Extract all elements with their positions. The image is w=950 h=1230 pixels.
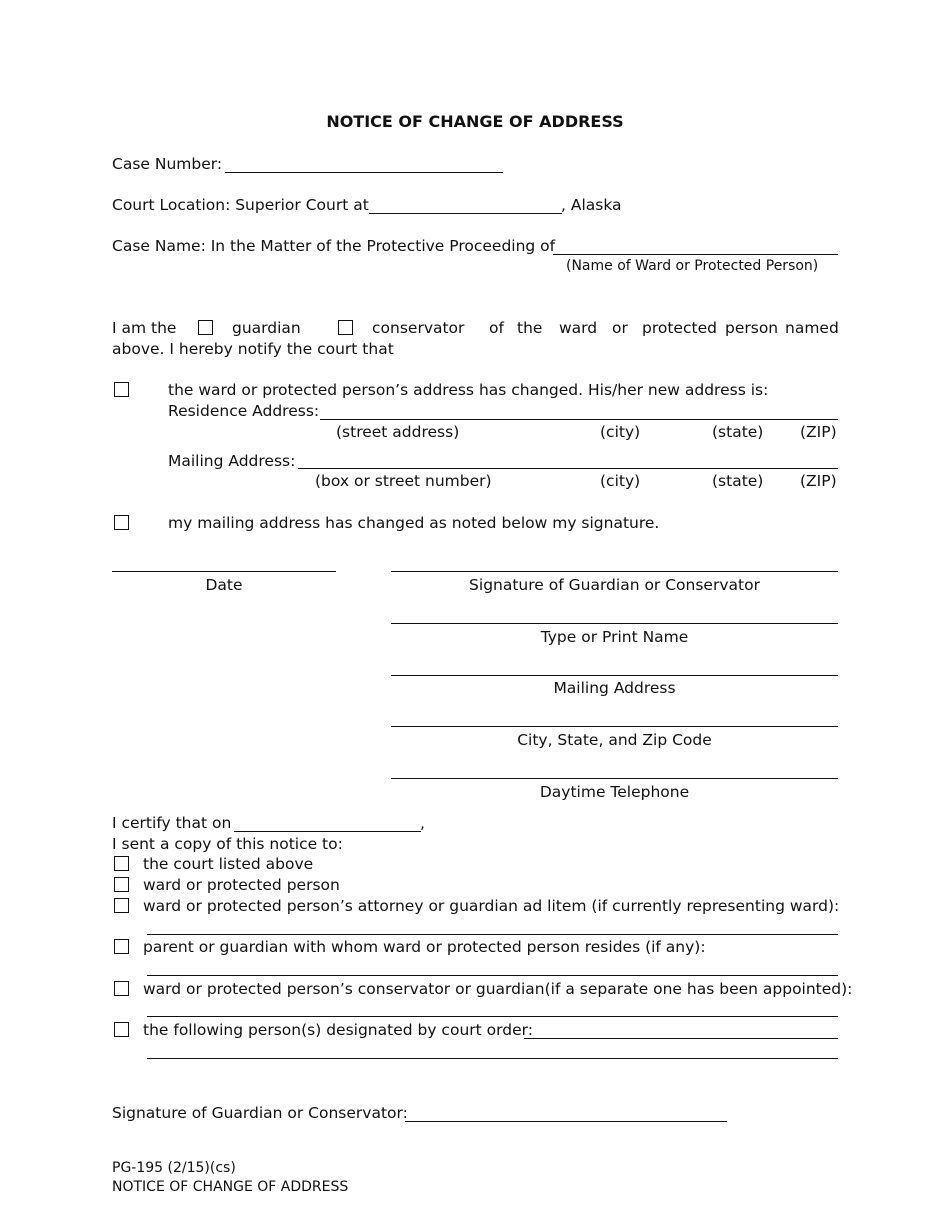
recipient-court-order-checkbox[interactable] (114, 1022, 129, 1037)
recipient-attorney-field[interactable] (147, 934, 838, 935)
conservator-checkbox[interactable] (338, 320, 353, 335)
residence-city-caption: (city) (600, 423, 641, 441)
residence-address-field[interactable] (320, 419, 838, 420)
print-name-field[interactable] (391, 623, 838, 624)
role-word: named (785, 319, 839, 337)
recipient-attorney-checkbox[interactable] (114, 898, 129, 913)
signature-field[interactable] (391, 571, 838, 572)
daytime-telephone-field[interactable] (391, 778, 838, 779)
final-signature-label: Signature of Guardian or Conservator: (112, 1104, 408, 1122)
residence-street-caption: (street address) (336, 423, 460, 441)
daytime-telephone-caption: Daytime Telephone (539, 783, 690, 801)
certify-prefix: I certify that on (112, 814, 232, 832)
date-caption: Date (205, 576, 243, 594)
footer-form-code: PG-195 (2/15)(cs) (112, 1160, 236, 1176)
mailing-street-caption: (box or street number) (315, 472, 492, 490)
mailing-zip-caption: (ZIP) (800, 472, 837, 490)
role-word: the (517, 319, 543, 337)
recipient-ward-label: ward or protected person (143, 876, 340, 894)
recipient-parent-field[interactable] (147, 975, 838, 976)
residence-zip-caption: (ZIP) (800, 423, 837, 441)
city-state-zip-field[interactable] (391, 726, 838, 727)
ward-name-field[interactable] (553, 254, 838, 255)
certify-date-field[interactable] (234, 831, 421, 832)
certify-suffix: , (420, 814, 425, 832)
role-word: or (612, 319, 628, 337)
role-word: of (489, 319, 504, 337)
recipient-court-order-field[interactable] (524, 1038, 838, 1039)
recipient-court-label: the court listed above (143, 855, 314, 873)
role-prefix: I am the (112, 319, 177, 337)
recipient-ward-checkbox[interactable] (114, 877, 129, 892)
recipient-court-checkbox[interactable] (114, 856, 129, 871)
case-name-label: Case Name: In the Matter of the Protective Proceeding of (112, 237, 556, 255)
case-number-label: Case Number: (112, 155, 223, 173)
guardian-label: guardian (232, 319, 301, 337)
court-location-label: Court Location: Superior Court at (112, 196, 369, 214)
role-word: protected (642, 319, 717, 337)
signature-caption: Signature of Guardian or Conservator (469, 576, 760, 594)
ward-address-changed-checkbox[interactable] (114, 382, 129, 397)
ward-name-caption: (Name of Ward or Protected Person) (566, 258, 819, 274)
court-location-field[interactable] (369, 213, 562, 214)
my-address-changed-checkbox[interactable] (114, 515, 129, 530)
ward-address-changed-text: the ward or protected person’s address has changed. His/her new address is: (168, 381, 769, 399)
footer-form-name: NOTICE OF CHANGE OF ADDRESS (112, 1179, 349, 1195)
role-word: ward (559, 319, 598, 337)
own-mailing-address-field[interactable] (391, 675, 838, 676)
recipient-conservator-label: ward or protected person’s conservator or guardian(if a separate one has been appointed): (143, 980, 853, 998)
my-address-changed-text: my mailing address has changed as noted below my signature. (168, 514, 660, 532)
certify-sent-text: I sent a copy of this notice to: (112, 835, 343, 853)
recipient-court-order-label: the following person(s) designated by court order: (143, 1021, 533, 1039)
recipient-parent-label: parent or guardian with whom ward or protected person resides (if any): (143, 938, 706, 956)
mailing-city-caption: (city) (600, 472, 641, 490)
conservator-label: conservator (372, 319, 465, 337)
mailing-address-field[interactable] (298, 468, 838, 469)
recipient-attorney-label: ward or protected person’s attorney or guardian ad litem (if currently representing ward): (143, 897, 840, 915)
role-word: person (725, 319, 779, 337)
city-state-zip-caption: City, State, and Zip Code (517, 731, 712, 749)
residence-state-caption: (state) (712, 423, 764, 441)
mailing-state-caption: (state) (712, 472, 764, 490)
role-line2: above. I hereby notify the court that (112, 340, 394, 358)
form-title: NOTICE OF CHANGE OF ADDRESS (326, 112, 624, 131)
court-location-suffix: , Alaska (561, 196, 622, 214)
recipient-conservator-field[interactable] (147, 1016, 838, 1017)
final-signature-field[interactable] (405, 1121, 727, 1122)
guardian-checkbox[interactable] (198, 320, 213, 335)
print-name-caption: Type or Print Name (540, 628, 689, 646)
residence-address-label: Residence Address: (168, 402, 320, 420)
recipient-court-order-field-2[interactable] (147, 1058, 838, 1059)
recipient-parent-checkbox[interactable] (114, 939, 129, 954)
mailing-address-label: Mailing Address: (168, 452, 296, 470)
own-mailing-address-caption: Mailing Address (553, 679, 676, 697)
date-field[interactable] (112, 571, 336, 572)
recipient-conservator-checkbox[interactable] (114, 981, 129, 996)
case-number-field[interactable] (225, 172, 503, 173)
